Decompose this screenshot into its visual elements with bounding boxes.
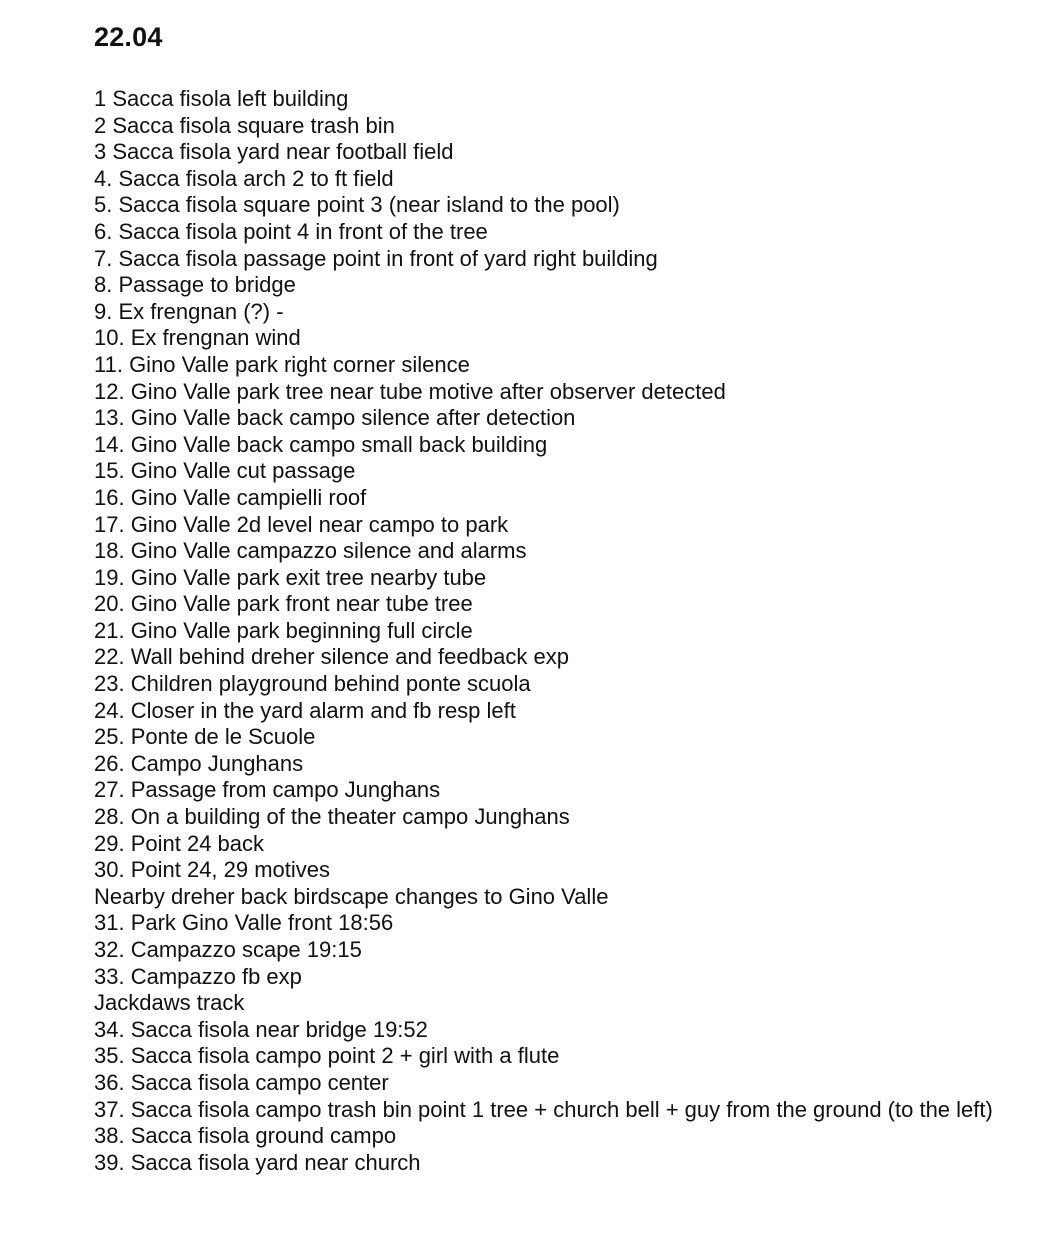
list-item: 34. Sacca fisola near bridge 19:52 [94,1016,428,1042]
list-item: 2 Sacca fisola square trash bin [94,112,395,138]
list-item: 18. Gino Valle campazzo silence and alarms [94,538,527,564]
list-item: 22. Wall behind dreher silence and feedback exp [94,644,569,670]
list-item: 29. Point 24 back [94,830,265,856]
list-item: 19. Gino Valle park exit tree nearby tube [94,564,487,590]
list-item: 32. Campazzo scape 19:15 [94,937,362,962]
list-item: 30. Point 24, 29 motives [94,857,331,883]
list-item: 27. Passage from campo Junghans [94,777,441,803]
list-item: Jackdaws track [94,990,245,1016]
list-item: 11. Gino Valle park right corner silence [94,351,470,377]
list-item: 6. Sacca fisola point 4 in front of the tree [94,218,488,244]
list-item: 15. Gino Valle cut passage [94,458,356,484]
list-item: 14. Gino Valle back campo small back building [94,431,548,457]
entry-list [94,86,994,1176]
list-item: 25. Ponte de le Scuole [94,724,316,750]
list-item: 21. Gino Valle park beginning full circle [94,617,473,643]
list-item: 26. Campo Junghans [94,750,304,776]
list-item: 12. Gino Valle park tree near tube motive after observer detected [94,378,726,404]
list-item: 8. Passage to bridge [94,272,296,298]
list-item: 9. Ex frengnan (?) - [94,298,284,324]
list-item: 10. Ex frengnan wind [94,325,301,351]
list-item: 1 Sacca fisola left building [94,86,349,111]
document-title: 22.04 [94,22,163,52]
list-item: Nearby dreher back birdscape changes to Gino Valle [94,883,609,909]
list-item: 28. On a building of the theater campo Junghans [94,804,570,830]
list-item: 17. Gino Valle 2d level near campo to park [94,511,509,537]
list-item: 33. Campazzo fb exp [94,963,302,989]
list-item: 39. Sacca fisola yard near church [94,1149,421,1175]
list-item: 3 Sacca fisola yard near football field [94,139,454,165]
list-item: 16. Gino Valle campielli roof [94,484,367,510]
list-item: 20. Gino Valle park front near tube tree [94,591,473,617]
list-item: 36. Sacca fisola campo center [94,1069,389,1095]
list-item: 4. Sacca fisola arch 2 to ft field [94,165,394,191]
document-page [94,18,994,1176]
list-item: 23. Children playground behind ponte scuola [94,671,531,697]
list-item: 38. Sacca fisola ground campo [94,1123,397,1149]
list-item: 5. Sacca fisola square point 3 (near island to the pool) [94,192,620,218]
list-item: 7. Sacca fisola passage point in front of yard right building [94,245,658,271]
list-item: 35. Sacca fisola campo point 2 + girl with a flute [94,1043,560,1069]
list-item: 37. Sacca fisola campo trash bin point 1 tree + church bell + guy from the ground (to the left) [94,1096,993,1122]
list-item: 13. Gino Valle back campo silence after detection [94,405,576,431]
list-item: 24. Closer in the yard alarm and fb resp left [94,697,516,723]
list-item: 31. Park Gino Valle front 18:56 [94,910,394,936]
